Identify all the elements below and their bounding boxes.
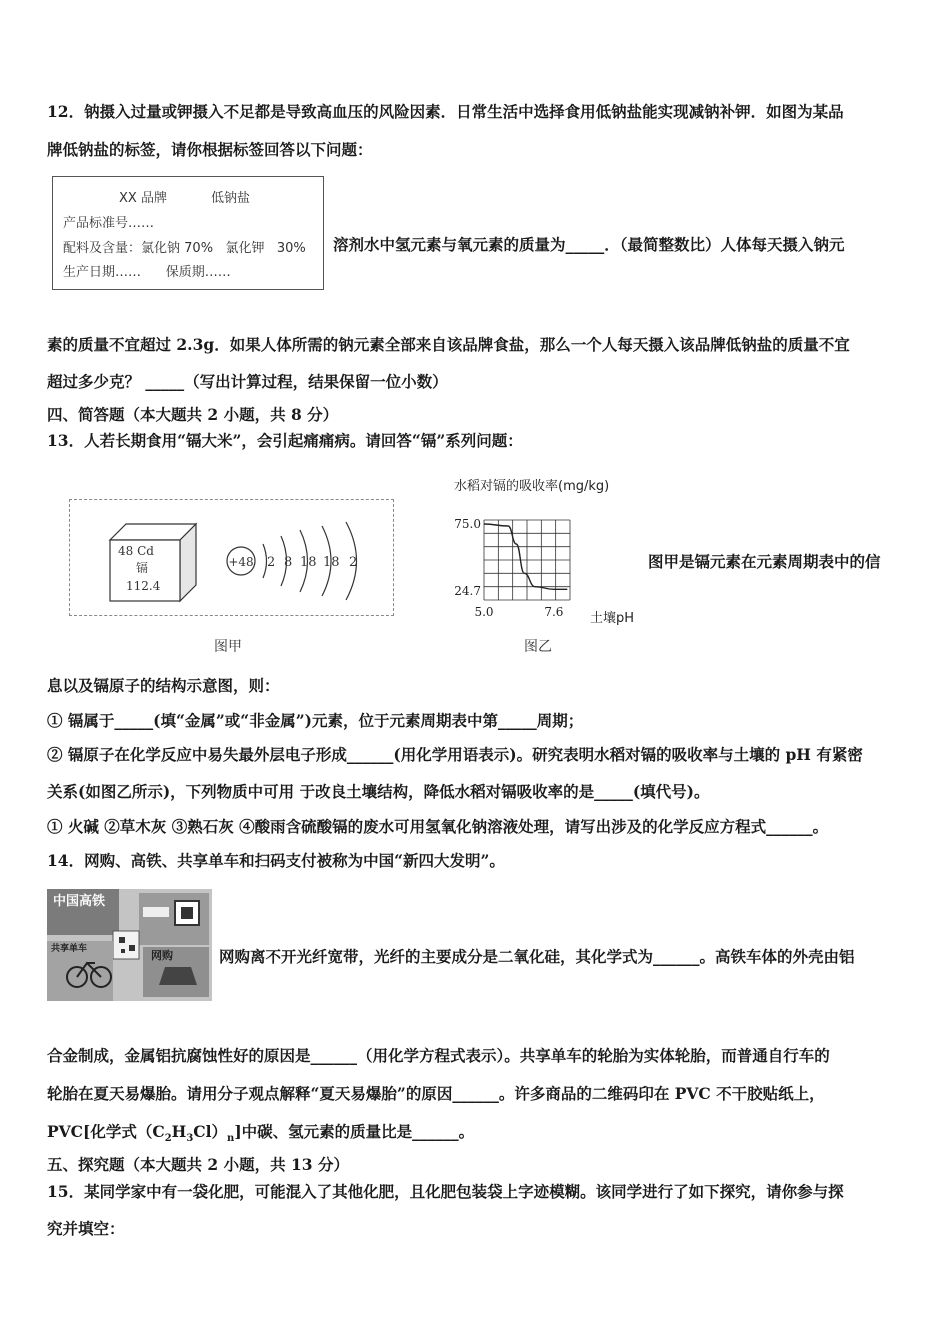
label-kcl-pct: 30%: [276, 241, 306, 256]
label-product-name: 低钠盐: [211, 191, 251, 206]
element-name: 镉: [136, 561, 149, 575]
shopping-cart-icon: [159, 967, 197, 985]
cadmium-absorption-chart: [440, 478, 650, 628]
q14-line-2: 网购离不开光纤宽带，光纤的主要成分是二氧化硅，其化学式为______。高铁车体的外壳由铝: [219, 947, 855, 966]
q15-line-1: 15．某同学家中有一袋化肥，可能混入了其他化肥，且化肥包装袋上字迹模糊。该同学进行了如下探究，请你参与探: [47, 1182, 844, 1201]
q12-line-5: 超过多少克？ _____（写出计算过程，结果保留一位小数）: [47, 372, 448, 391]
four-inventions-photo: [47, 889, 212, 1001]
figure-a-caption: 图甲: [214, 639, 242, 655]
shell-electrons-1: 2: [267, 555, 276, 570]
q13-line-1: 13．人若长期食用“镉大米”，会引起痛痛病。请回答“镉”系列问题：: [47, 431, 523, 450]
q14-line-1: 14．网购、高铁、共享单车和扫码支付被称为中国“新四大发明”。: [47, 851, 505, 870]
q14-line-4: 轮胎在夏天易爆胎。请用分子观点解释“夏天易爆胎”的原因______。许多商品的二维码印在 PVC 不干胶贴纸上，: [47, 1084, 825, 1103]
label-dates: 生产日期…… 保质期……: [63, 265, 231, 280]
element-mass: 112.4: [126, 579, 161, 593]
y-tick-label: 24.7: [454, 584, 481, 599]
photo-label-shopping: 网购: [151, 949, 173, 962]
element-number-symbol: 48 Cd: [118, 544, 154, 558]
q12-line-1: 12．钠摄入过量或钾摄入不足都是导致高血压的风险因素．日常生活中选择食用低钠盐能实现减钠补钾．如图为某品: [47, 102, 844, 121]
chart-xlabel: 土壤pH: [590, 611, 635, 626]
shell-electrons-5: 2: [349, 555, 358, 570]
label-standard: 产品标准号……: [63, 216, 155, 231]
q15-line-2: 究并填空：: [47, 1219, 125, 1238]
chart-series-line: [484, 524, 567, 589]
q13-side-text: 图甲是镉元素在元素周期表中的信: [648, 552, 881, 571]
chart-title: 水稻对镉的吸收率(mg/kg): [454, 479, 610, 494]
figure-a-frame: [69, 499, 394, 616]
figure-a-svg: [70, 500, 393, 615]
shell-arc-1: [263, 544, 267, 578]
x-tick-label: 5.0: [474, 605, 494, 619]
q13-line-2: 息以及镉原子的结构示意图，则：: [47, 676, 280, 695]
q12-line-2: 牌低钠盐的标签，请你根据标签回答以下问题：: [47, 140, 373, 159]
salt-label-box: [52, 176, 324, 290]
photo-label-bike: 共享单车: [51, 944, 88, 954]
q13-line-4: ② 镉原子在化学反应中易失最外层电子形成______(用化学用语表示)。研究表明水稻对镉的吸收率与土壤的 pH 有紧密: [47, 745, 863, 764]
atom-nucleus-charge: +48: [228, 555, 254, 569]
y-tick-label: 75.0: [454, 517, 481, 531]
photo-label-railway: 中国高铁: [53, 894, 106, 909]
q13-line-3: ① 镉属于_____(填“金属”或“非金属”)元素，位于元素周期表中第_____周期；: [47, 711, 584, 730]
q14-line-3: 合金制成，金属铝抗腐蚀性好的原因是______（用化学方程式表示）。共享单车的轮胎为实体轮胎，而普通自行车的: [47, 1046, 830, 1065]
section-5-heading: 五、探究题（本大题共 2 小题，共 13 分）: [47, 1155, 349, 1174]
label-ingredients: 配料及含量：氯化钠 70% 氯化钾 30%: [63, 241, 306, 256]
q13-line-6: ① 火碱 ②草木灰 ③熟石灰 ④酸雨含硫酸镉的废水可用氢氧化钠溶液处理，请写出涉及的化学反应方程式______。: [47, 817, 829, 836]
section-4-heading: 四、简答题（本大题共 2 小题，共 8 分）: [47, 405, 339, 424]
chart-ticks: [454, 517, 563, 619]
shell-electrons-4: 18: [323, 555, 340, 570]
q12-line-3: 溶剂水中氢元素与氧元素的质量为_____．（最简整数比）人体每天摄入钠元: [333, 235, 845, 254]
label-brand: XX 品牌: [119, 191, 167, 206]
q14-line-5: PVC[化学式$(C_2H_3Cl)_n$]中碳、氢元素的质量比是______。: [47, 1122, 475, 1145]
q12-line-4: 素的质量不宜超过 2.3g．如果人体所需的钠元素全部来自该品牌食盐，那么一个人每天摄入该品牌低钠盐的质量不宜: [47, 335, 850, 354]
q13-line-5: 关系(如图乙所示)，下列物质中可用 于改良土壤结构，降低水稻对镉吸收率的是_____(填代号)。: [47, 782, 710, 801]
shell-electrons-3: 18: [300, 555, 317, 570]
chart-grid: [484, 520, 570, 600]
four-inventions-illustration: [47, 889, 212, 1001]
shell-electrons-2: 8: [284, 555, 293, 570]
x-tick-label: 7.6: [544, 605, 564, 619]
center-qr-icon: [113, 931, 139, 959]
figure-b-caption: 图乙: [524, 639, 552, 655]
label-nacl-pct: 70%: [184, 241, 214, 256]
